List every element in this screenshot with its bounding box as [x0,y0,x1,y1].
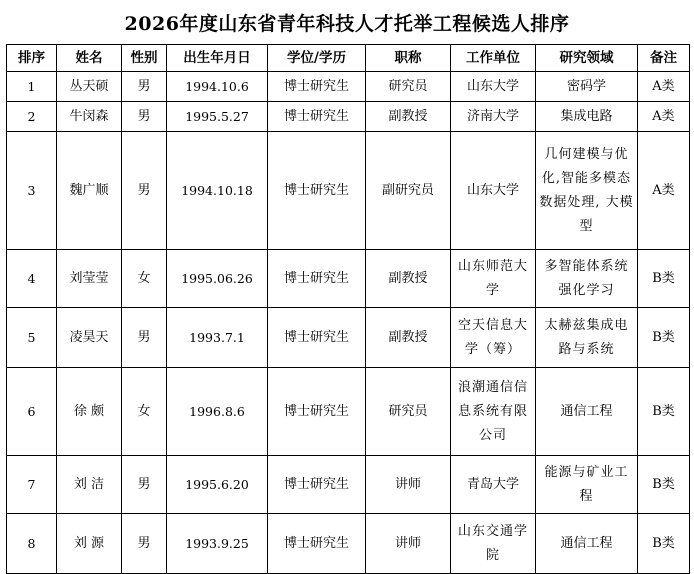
cell-title: 讲师 [366,456,451,514]
header-note: 备注 [638,45,690,72]
table-row [7,250,690,308]
cell-rank: 2 [7,102,57,132]
cell-name: 刘 源 [57,514,122,574]
cell-gender: 男 [122,102,167,132]
cell-degree: 博士研究生 [268,132,366,250]
cell-birth: 1993.9.25 [167,514,268,574]
cell-degree: 博士研究生 [268,514,366,574]
cell-unit: 山东交通学院 [451,514,536,574]
cell-birth: 1993.7.1 [167,308,268,368]
cell-title: 讲师 [366,514,451,574]
cell-unit: 空天信息大学（筹） [451,308,536,368]
table-row [7,514,690,574]
document-title: 2026年度山东省青年科技人才托举工程候选人排序 [124,12,570,35]
table-row [7,368,690,456]
header-birth: 出生年月日 [167,45,268,72]
table-row [7,308,690,368]
cell-rank: 6 [7,368,57,456]
cell-title: 副教授 [366,308,451,368]
cell-note: A类 [638,102,690,132]
cell-gender: 女 [122,250,167,308]
table-header-row [7,45,690,72]
cell-field: 通信工程 [536,514,638,574]
table-row [7,132,690,250]
cell-field: 多智能体系统强化学习 [536,250,638,308]
cell-unit: 山东大学 [451,132,536,250]
cell-gender: 男 [122,132,167,250]
cell-rank: 1 [7,72,57,102]
header-gender: 性别 [122,45,167,72]
cell-note: B类 [638,368,690,456]
cell-gender: 男 [122,514,167,574]
cell-degree: 博士研究生 [268,368,366,456]
cell-rank: 5 [7,308,57,368]
cell-birth: 1994.10.6 [167,72,268,102]
cell-note: B类 [638,250,690,308]
cell-unit: 浪潮通信信息系统有限公司 [451,368,536,456]
cell-title: 研究员 [366,368,451,456]
cell-birth: 1994.10.18 [167,132,268,250]
cell-gender: 男 [122,72,167,102]
header-name: 姓名 [57,45,122,72]
cell-rank: 4 [7,250,57,308]
cell-field: 通信工程 [536,368,638,456]
cell-unit: 山东师范大学 [451,250,536,308]
cell-title: 副教授 [366,102,451,132]
cell-name: 刘 洁 [57,456,122,514]
cell-name: 刘莹莹 [57,250,122,308]
table-row [7,102,690,132]
cell-gender: 男 [122,308,167,368]
cell-title: 研究员 [366,72,451,102]
cell-title: 副研究员 [366,132,451,250]
header-degree: 学位/学历 [268,45,366,72]
cell-name: 凌昊天 [57,308,122,368]
cell-title: 副教授 [366,250,451,308]
candidate-table [6,44,690,574]
cell-degree: 博士研究生 [268,250,366,308]
cell-degree: 博士研究生 [268,102,366,132]
cell-unit: 青岛大学 [451,456,536,514]
cell-gender: 女 [122,368,167,456]
cell-birth: 1995.6.20 [167,456,268,514]
cell-name: 魏广顺 [57,132,122,250]
cell-field: 能源与矿业工程 [536,456,638,514]
cell-rank: 3 [7,132,57,250]
cell-unit: 济南大学 [451,102,536,132]
table-row [7,456,690,514]
header-unit: 工作单位 [451,45,536,72]
cell-name: 丛天硕 [57,72,122,102]
cell-name: 徐 颇 [57,368,122,456]
cell-note: A类 [638,72,690,102]
cell-gender: 男 [122,456,167,514]
cell-note: B类 [638,308,690,368]
cell-degree: 博士研究生 [268,456,366,514]
header-title: 职称 [366,45,451,72]
header-rank: 排序 [7,45,57,72]
cell-degree: 博士研究生 [268,308,366,368]
cell-name: 牛闵森 [57,102,122,132]
cell-field: 密码学 [536,72,638,102]
cell-field: 集成电路 [536,102,638,132]
header-field: 研究领域 [536,45,638,72]
cell-rank: 8 [7,514,57,574]
cell-note: B类 [638,456,690,514]
table-row [7,72,690,102]
cell-rank: 7 [7,456,57,514]
cell-note: B类 [638,514,690,574]
cell-birth: 1995.5.27 [167,102,268,132]
cell-field: 太赫兹集成电路与系统 [536,308,638,368]
cell-field: 几何建模与优化,智能多模态数据处理, 大模型 [536,132,638,250]
cell-note: A类 [638,132,690,250]
cell-birth: 1995.06.26 [167,250,268,308]
cell-unit: 山东大学 [451,72,536,102]
cell-birth: 1996.8.6 [167,368,268,456]
cell-degree: 博士研究生 [268,72,366,102]
